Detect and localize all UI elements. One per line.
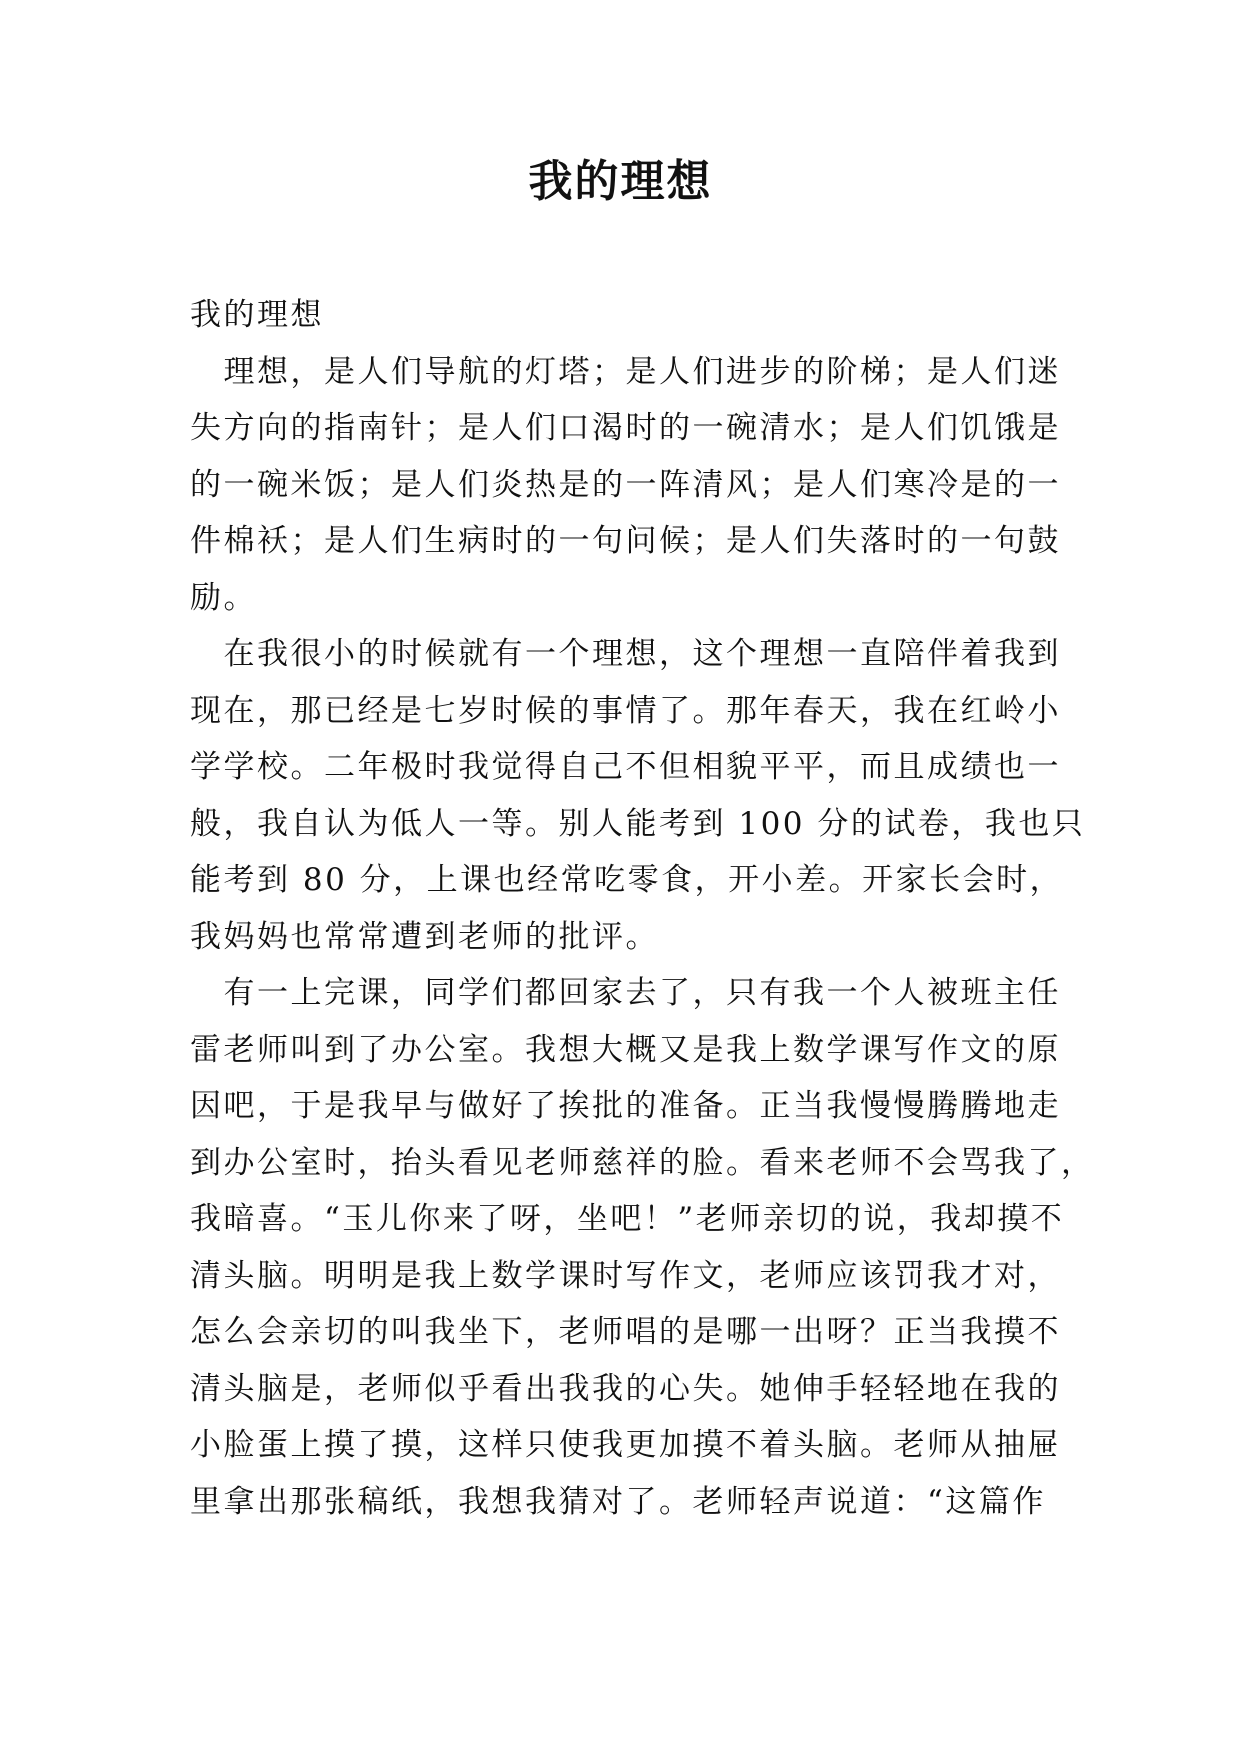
text-line: 雷老师叫到了办公室。我想大概又是我上数学课写作文的原 — [190, 1031, 1061, 1068]
text-line: 小脸蛋上摸了摸，这样只使我更加摸不着头脑。老师从抽屉 — [190, 1427, 1061, 1463]
document-title: 我的理想 — [528, 156, 713, 207]
text-line: 在我很小的时候就有一个理想，这个理想一直陪伴着我到 — [190, 636, 1061, 672]
text-line: 我暗喜。“玉儿你来了呀，坐吧！”老师亲切的说，我却摸不 — [190, 1201, 1065, 1237]
text-line: 怎么会亲切的叫我坐下，老师唱的是哪一出呀？正当我摸不 — [190, 1314, 1061, 1350]
text-line: 现在，那已经是七岁时候的事情了。那年春天，我在红岭小 — [190, 692, 1061, 729]
text-line: 我妈妈也常常遭到老师的批评。 — [190, 918, 659, 955]
text-line: 清头脑是，老师似乎看出我我的心失。她伸手轻轻地在我的 — [190, 1370, 1061, 1407]
document-body — [190, 287, 1095, 1530]
text-line: 清头脑。明明是我上数学课时写作文，老师应该罚我才对， — [190, 1257, 1061, 1294]
text-line: 能考到 80 分，上课也经常吃零食，开小差。开家长会时， — [190, 862, 1064, 898]
text-line: 励。 — [190, 579, 257, 616]
text-line: 理想，是人们导航的灯塔；是人们进步的阶梯；是人们迷 — [190, 353, 1061, 390]
text-line: 学学校。二年极时我觉得自己不但相貌平平，而且成绩也一 — [190, 749, 1061, 785]
text-line: 因吧，于是我早与做好了挨批的准备。正当我慢慢腾腾地走 — [190, 1088, 1061, 1124]
text-line: 的一碗米饭；是人们炎热是的一阵清风；是人们寒冷是的一 — [190, 466, 1061, 503]
text-line: 失方向的指南针；是人们口渴时的一碗清水；是人们饥饿是 — [190, 410, 1061, 446]
text-line: 件棉袄；是人们生病时的一句问候；是人们失落时的一句鼓 — [190, 523, 1061, 559]
text-line: 我的理想 — [190, 297, 324, 333]
text-line: 到办公室时，抬头看见老师慈祥的脸。看来老师不会骂我了， — [190, 1144, 1095, 1181]
text-line: 般，我自认为低人一等。别人能考到 100 分的试卷，我也只 — [190, 805, 1086, 842]
text-line: 有一上完课，同学们都回家去了，只有我一个人被班主任 — [190, 975, 1061, 1011]
text-line: 里拿出那张稿纸，我想我猜对了。老师轻声说道：“这篇作 — [190, 1483, 1046, 1520]
